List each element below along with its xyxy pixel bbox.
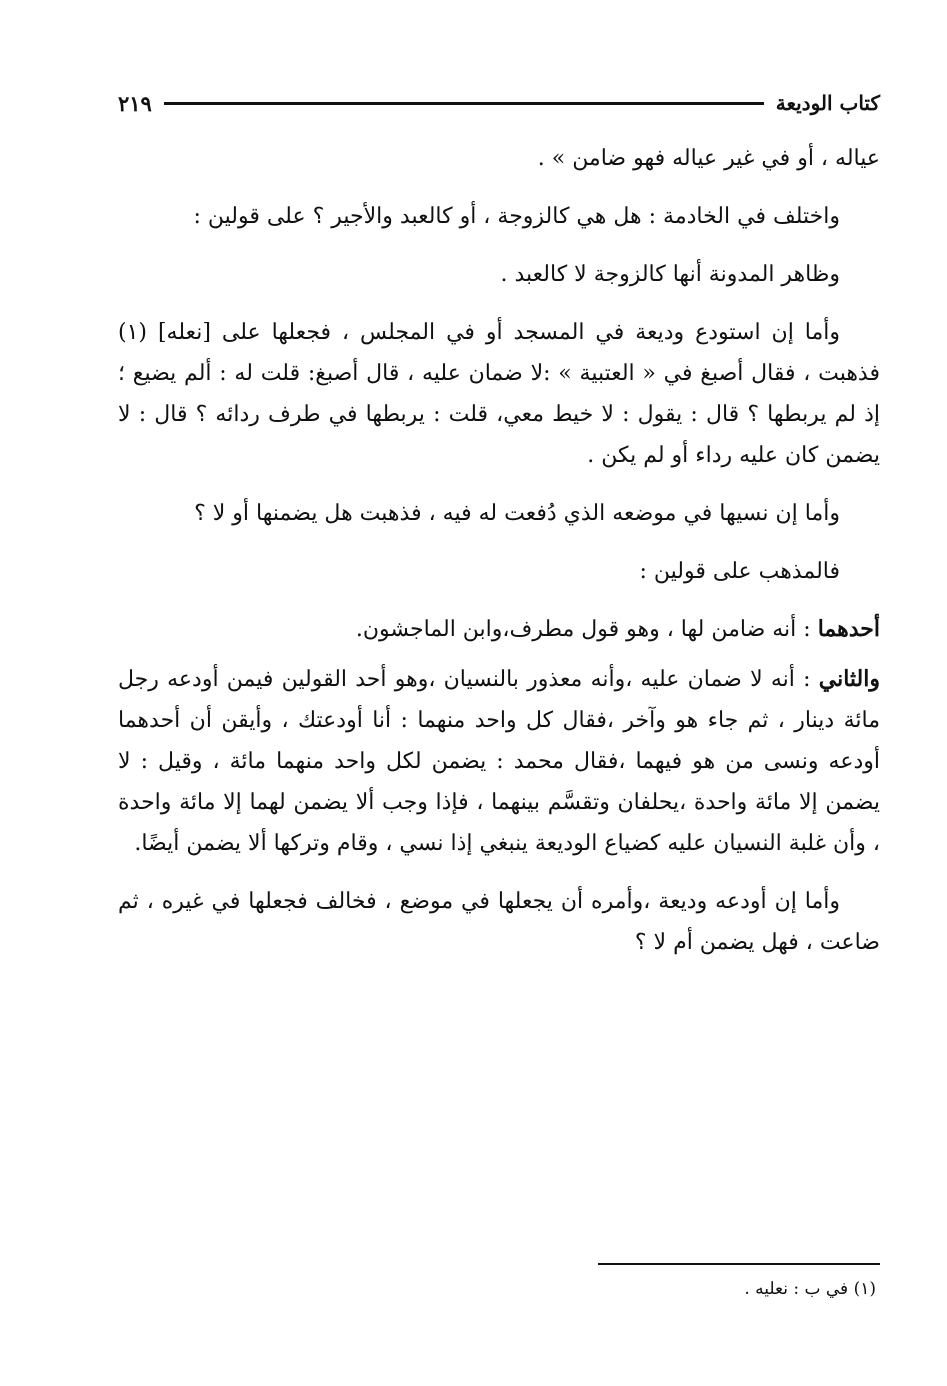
opinion-label: والثاني — [818, 666, 880, 692]
paragraph: وأما إن أودعه وديعة ،وأمره أن يجعلها في موضع ، فخالف فجعلها في غيره ، ثم ضاعت ، فهل يضمن أم لا ؟ — [118, 889, 880, 955]
opinion-paragraph — [118, 609, 880, 650]
paragraph: وظاهر المدونة أنها كالزوجة لا كالعبد . — [500, 262, 840, 287]
footnote-rule — [598, 1263, 880, 1265]
paragraph: وأما إن نسيها في موضعه الذي دُفعت له فيه ، فذهبت هل يضمنها أو لا ؟ — [194, 501, 840, 526]
page-number: ٢١٩ — [118, 90, 152, 116]
paragraph: وأما إن استودع وديعة في المسجد أو في المجلس ، فجعلها على [نعله] (١) فذهبت ، فقال أصبغ في « العتبية » :لا ضمان عليه ، قال أصبغ: قلت له : ألم يضيع ؛ إذ لم يربطها ؟ قال : يقول : لا خيط معي، قلت : يربطها في طرف ردائه ؟ قال : لا يضمن كان عليه رداء أو لم يكن . — [118, 320, 880, 468]
footnote: (١) في ب : نعليه . — [744, 1279, 876, 1299]
opinion-text: : أنه ضامن لها ، وهو قول مطرف،وابن الماجشون. — [355, 617, 811, 642]
chapter-title: كتاب الوديعة — [775, 91, 880, 115]
header-rule — [164, 102, 764, 105]
paragraph: فالمذهب على قولين : — [639, 559, 840, 584]
running-header — [118, 86, 880, 120]
opinion-paragraph — [118, 659, 880, 864]
body-text — [118, 138, 880, 980]
opinion-text: : أنه لا ضمان عليه ،وأنه معذور بالنسيان ،وهو أحد القولين فيمن أودعه رجل مائة دينار ، ثم جاء هو وآخر ،فقال كل واحد منهما : أنا أودعتك ، وأيقن أن أحدهما أودعه ونسى من هو فيهما ،فقال محمد : يضمن لكل واحد منهما مائة ، وقيل : لا يضمن إلا مائة واحدة ،يحلفان وتقسَّم بينهما ، فإذا وجب ألا يضمن لهما إلا مائة واحدة ، وأن غلبة النسيان عليه كضياع الوديعة ينبغي إذا نسي ، وقام وتركها ألا يضمن أيضًا. — [118, 667, 880, 856]
opinion-label: أحدهما — [817, 616, 880, 642]
paragraph: واختلف في الخادمة : هل هي كالزوجة ، أو كالعبد والأجير ؟ على قولين : — [193, 204, 840, 229]
paragraph: عياله ، أو في غير عياله فهو ضامن » . — [537, 146, 880, 171]
